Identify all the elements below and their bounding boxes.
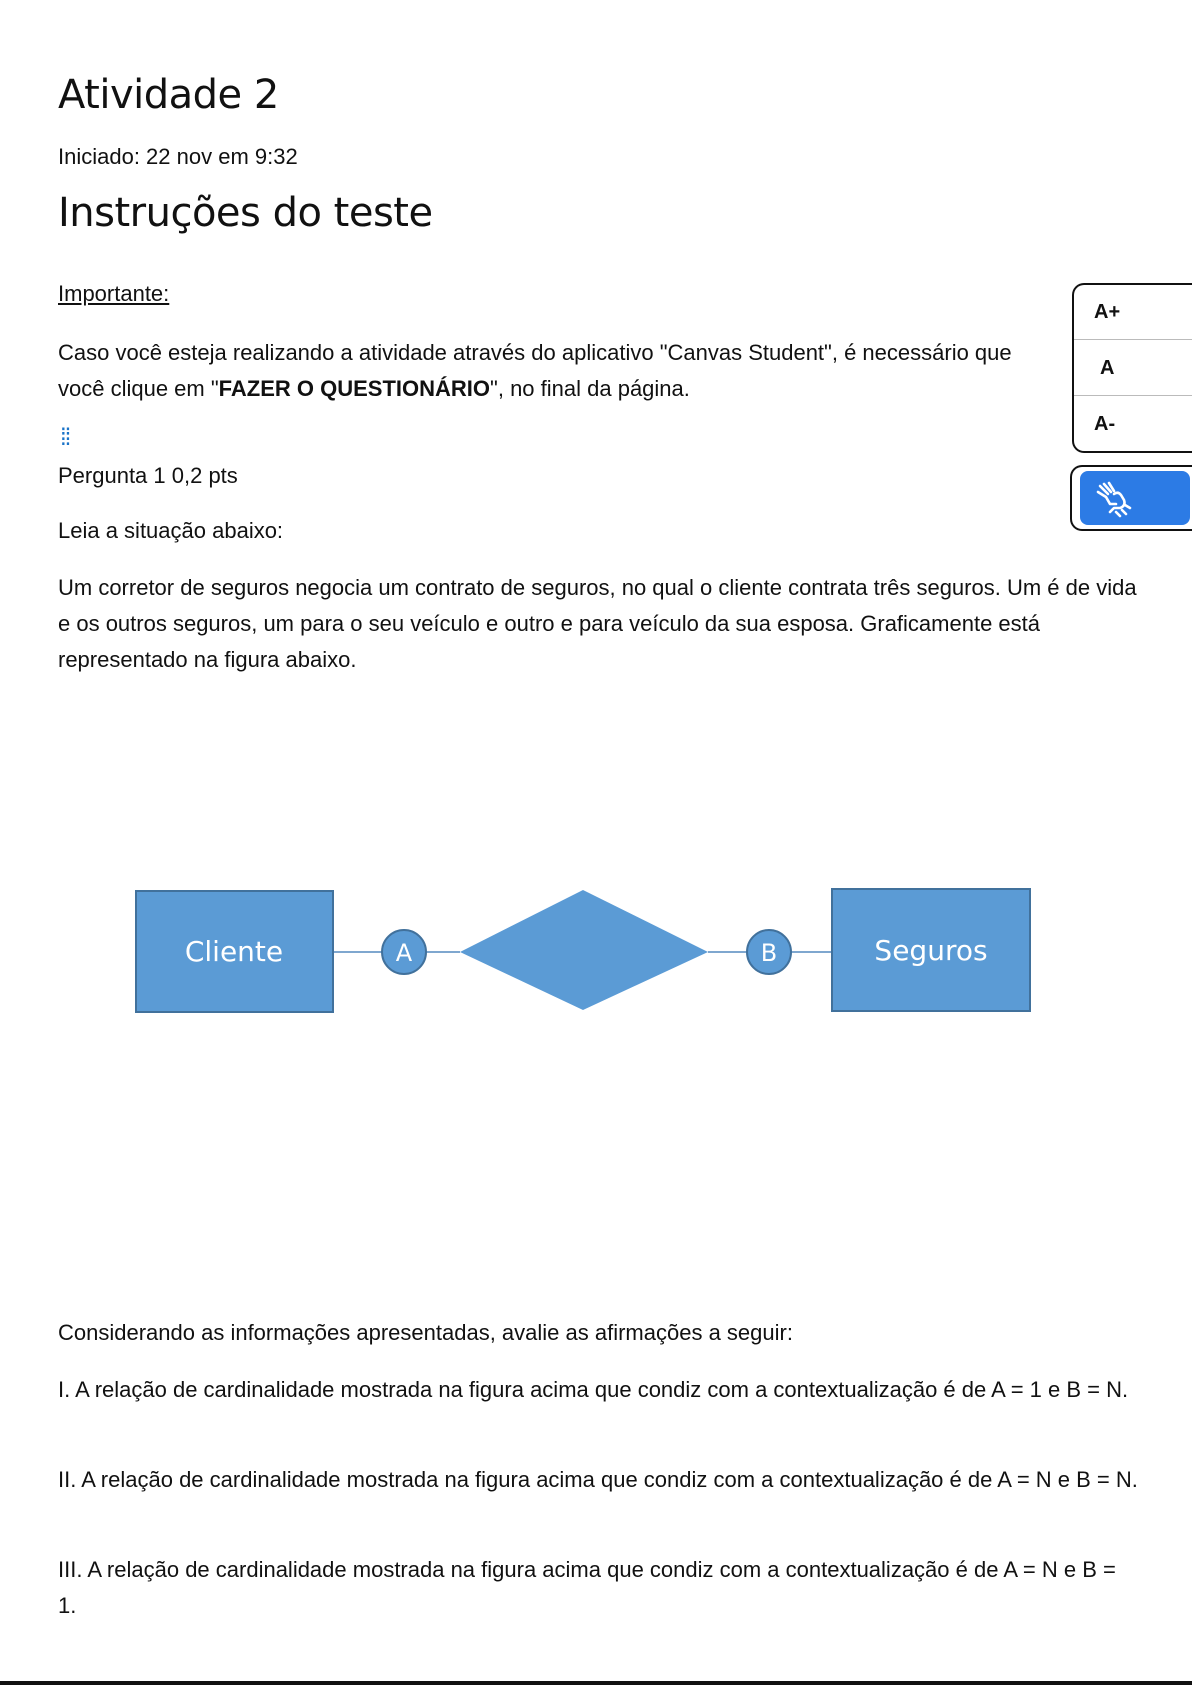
relationship-diamond (460, 890, 708, 1010)
statement-3: III. A relação de cardinalidade mostrada na figura acima que condiz com a contextualização é de A = N e B = 1. (58, 1557, 1116, 1618)
question-intro: Leia a situação abaixo: (58, 518, 284, 543)
entity-cliente-label: Cliente (184, 935, 284, 968)
question-scenario: Um corretor de seguros negocia um contrato de seguros, no qual o cliente contrata três seguros. Um é de vida e os outros seguros, um para o seu veículo e outro e para veículo da sua esposa. Graficamente está representado na figura abaixo. (58, 575, 1137, 672)
statement-2: II. A relação de cardinalidade mostrada na figura acima que condiz com a contextualização é de A = N e B = N. (58, 1467, 1138, 1492)
page-title: Atividade 2 (58, 72, 279, 118)
font-increase-button[interactable]: A+ (1074, 285, 1192, 340)
started-timestamp: Iniciado: 22 nov em 9:32 (58, 144, 298, 169)
font-size-panel (1072, 283, 1192, 453)
cardinality-a-label: A (395, 939, 413, 967)
statement-1: I. A relação de cardinalidade mostrada na figura acima que condiz com a contextualização é de A = 1 e B = N. (58, 1377, 1129, 1402)
question-considerando: Considerando as informações apresentadas, avalie as afirmações a seguir: (58, 1320, 793, 1345)
instructions-line-2-post: ", no final da página. (490, 376, 690, 401)
sign-language-button[interactable] (1080, 471, 1190, 525)
sign-language-hands-icon (1094, 478, 1134, 518)
instructions-line-1: Caso você esteja realizando a atividade através do aplicativo "Canvas Student", é necessário que (58, 340, 1012, 365)
instructions-line-2-bold: FAZER O QUESTIONÁRIO (218, 376, 491, 401)
font-normal-button[interactable]: A (1074, 341, 1192, 396)
font-decrease-button[interactable]: A- (1094, 413, 1116, 435)
entity-seguros-label: Seguros (874, 934, 988, 967)
sign-language-widget (1070, 465, 1192, 531)
instructions-line-2-pre: você clique em " (58, 376, 219, 401)
instructions-title: Instruções do teste (58, 190, 433, 236)
cardinality-b-label: B (760, 939, 778, 967)
instructions-line-2 (58, 371, 1078, 407)
instructions-text (58, 335, 1078, 407)
question-header: Pergunta 1 0,2 pts (58, 463, 238, 488)
drag-handle-icon[interactable]: ⁞⁞ (60, 424, 70, 451)
important-label: Importante: (58, 281, 170, 306)
bottom-border (0, 1681, 1192, 1685)
